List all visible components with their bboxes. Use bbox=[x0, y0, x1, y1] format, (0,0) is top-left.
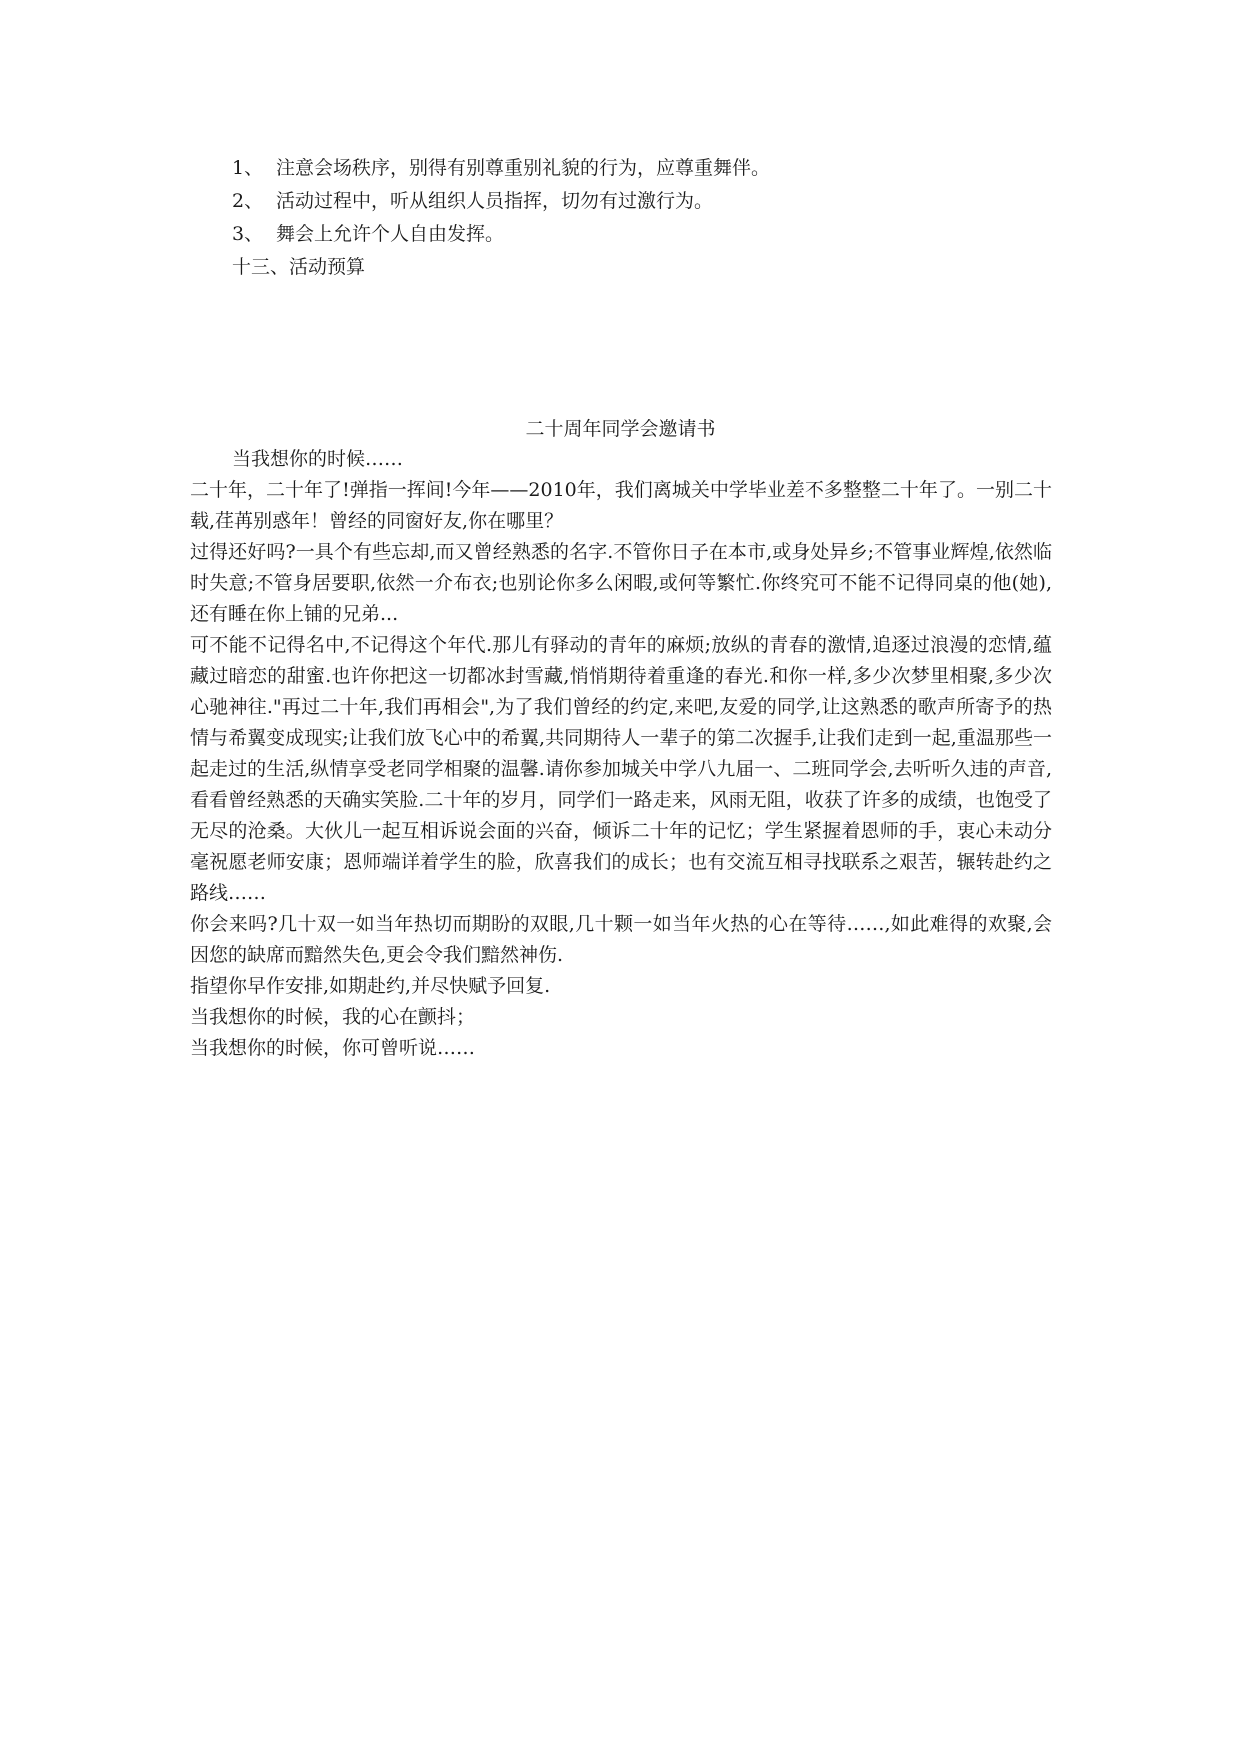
letter-title: 二十周年同学会邀请书 bbox=[525, 418, 716, 440]
letter-paragraph: 过得还好吗?一具个有些忘却,而又曾经熟悉的名字.不管你日子在本市,或身处异乡;不管事业辉煌,依然临时失意;不管身居要职,依然一介布衣;也别论你多么闲暇,或何等繁忙.你终究可不能不记得同桌的他(她),还有睡在你上铺的兄弟... bbox=[190, 541, 1052, 625]
list-item-text: 活动过程中，听从组织人员指挥，切勿有过激行为。 bbox=[276, 190, 714, 212]
list-item bbox=[232, 185, 1032, 218]
list-item-text: 舞会上允许个人自由发挥。 bbox=[276, 223, 505, 245]
letter-paragraph: 你会来吗?几十双一如当年热切而期盼的双眼,几十颗一如当年火热的心在等待……,如此难得的欢聚,会因您的缺席而黯然失色,更会令我们黯然神伤. bbox=[190, 913, 1052, 966]
list-item-number: 1、 bbox=[232, 157, 264, 179]
list-item bbox=[232, 152, 1032, 185]
section-heading-budget: 十三、活动预算 bbox=[232, 256, 366, 278]
letter-paragraph: 二十年，二十年了!弹指一挥间!今年——2010年，我们离城关中学毕业差不多整整二十年了。一别二十载,荏苒别惑年！曾经的同窗好友,你在哪里？ bbox=[190, 479, 1052, 532]
list-item-number: 3、 bbox=[232, 223, 264, 245]
list-item bbox=[232, 218, 1032, 251]
letter-body bbox=[190, 444, 1052, 1064]
letter-paragraph: 当我想你的时候，我的心在颤抖； bbox=[190, 1006, 476, 1028]
letter-paragraph: 指望你早作安排,如期赴约,并尽快赋予回复. bbox=[190, 975, 551, 997]
notes-list bbox=[232, 152, 1032, 251]
letter-paragraph: 可不能不记得名中,不记得这个年代.那儿有驿动的青年的麻烦;放纵的青春的激情,追逐过浪漫的恋情,蕴藏过暗恋的甜蜜.也许你把这一切都冰封雪藏,悄悄期待着重逢的春光.和你一样,多少次梦里相聚,多少次心驰神往."再过二十年,我们再相会",为了我们曾经的约定,来吧,友爱的同学,让这熟悉的歌声所寄予的热情与希翼变成现实;让我们放飞心中的希翼,共同期待人一辈子的第二次握手,让我们走到一起,重温那些一起走过的生活,纵情享受老同学相聚的温馨.请你参加城关中学八九届一、二班同学会,去听听久违的声音,看看曾经熟悉的天确实笑脸.二十年的岁月，同学们一路走来，风雨无阻，收获了许多的成绩，也饱受了无尽的沧桑。大伙儿一起互相诉说会面的兴奋，倾诉二十年的记忆；学生紧握着恩师的手，衷心未动分毫祝愿老师安康；恩师端详着学生的脸，欣喜我们的成长；也有交流互相寻找联系之艰苦，辗转赴约之路线…… bbox=[190, 634, 1052, 904]
list-item-number: 2、 bbox=[232, 190, 264, 212]
letter-paragraph: 当我想你的时候，你可曾听说…… bbox=[190, 1037, 476, 1059]
letter-opening: 当我想你的时候…… bbox=[232, 448, 404, 470]
list-item-text: 注意会场秩序，别得有别尊重别礼貌的行为，应尊重舞伴。 bbox=[276, 157, 771, 179]
